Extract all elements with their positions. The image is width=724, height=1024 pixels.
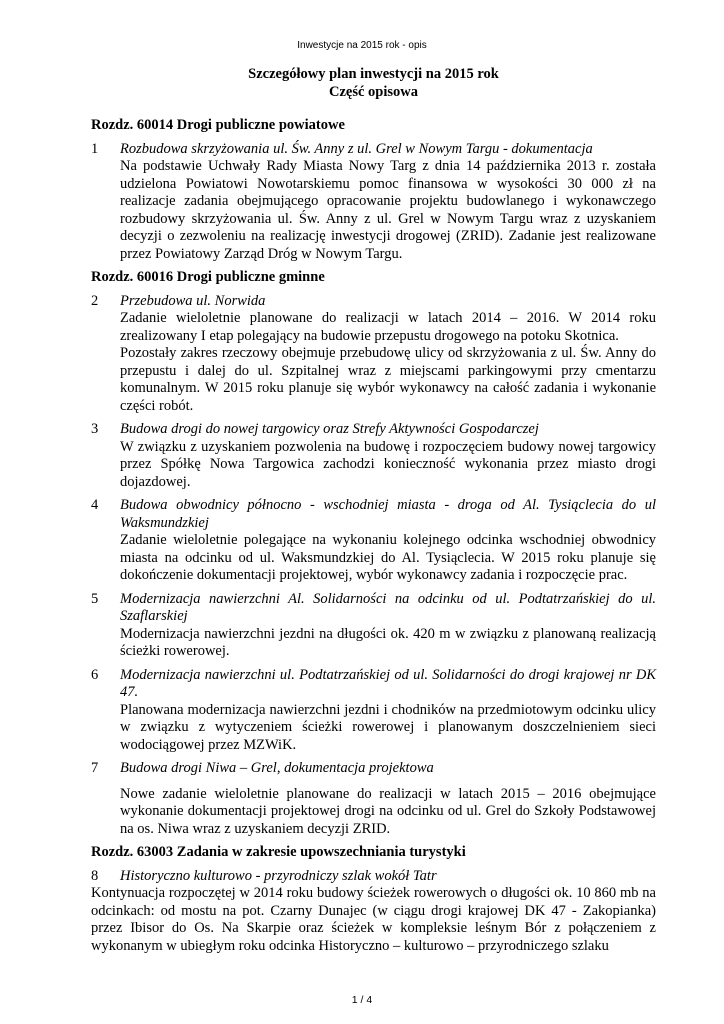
- list-item: [91, 868, 656, 886]
- item-paragraph: Nowe zadanie wieloletnie planowane do realizacji w latach 2015 – 2016 obejmujące wykonanie dokumentacji projektowej drogi na odcinku od ul. Grel do Szkoły Podstawowej na os. Niwa wraz z uzyskaniem decyzji ZRID.: [120, 785, 656, 837]
- list-item: [91, 141, 656, 264]
- item-number: 2: [91, 292, 99, 309]
- title-line-2: Część opisowa: [328, 83, 418, 100]
- item-number: 5: [91, 590, 99, 607]
- item-paragraph: Pozostały zakres rzeczowy obejmuje przebudowę ulicy od skrzyżowania z ul. Św. Anny do przepustu i dalej do ul. Szpitalnej wraz z miejscami parkingowymi przy cmentarzu komunalnym. W 2015 roku planuje się wybór wykonawcy na całość zadania i wykonanie części robót.: [120, 345, 656, 414]
- section-heading: Rozdz. 60016 Drogi publiczne gminne: [91, 269, 325, 285]
- item-number: 3: [91, 421, 99, 437]
- section-heading: Rozdz. 60014 Drogi publiczne powiatowe: [91, 117, 345, 133]
- item-paragraph: W związku z uzyskaniem pozwolenia na budowę i rozpoczęciem budowy nowej targowicy przez Spółkę Nowa Targowica zachodzi konieczność wykonania przez miasto drogi dojazdowej.: [120, 438, 656, 490]
- item-number: 6: [91, 666, 99, 683]
- item-paragraph: Modernizacja nawierzchni jezdni na długości ok. 420 m w związku z planowaną realizacją ścieżki rowerowej.: [120, 625, 656, 659]
- item-number: 7: [91, 760, 99, 776]
- item-title: Modernizacja nawierzchni ul. Podtatrzańskiej od ul. Solidarności do drogi krajowej nr DK 47.: [120, 666, 656, 700]
- page-number: 1 / 4: [351, 994, 373, 1006]
- title-line-1: Szczegółowy plan inwestycji na 2015 rok: [248, 66, 499, 82]
- item-title: Historyczno kulturowo - przyrodniczy szlak wokół Tatr: [120, 867, 437, 884]
- document-body: [91, 66, 656, 955]
- item-title: Budowa drogi do nowej targowicy oraz Strefy Aktywności Gospodarczej: [120, 421, 539, 437]
- section-heading: Rozdz. 63003 Zadania w zakresie upowszechniania turystyki: [91, 844, 466, 860]
- list-item: [91, 667, 656, 755]
- item-title: Budowa drogi Niwa – Grel, dokumentacja projektowa: [120, 760, 434, 776]
- item-number: 4: [91, 497, 99, 513]
- list-item: [91, 421, 656, 491]
- item-title: Rozbudowa skrzyżowania ul. Św. Anny z ul. Grel w Nowym Targu - dokumentacja: [120, 140, 593, 157]
- closing-paragraph: Kontynuacja rozpoczętej w 2014 roku budowy ścieżek rowerowych o długości ok. 10 860 mb na odcinkach: od mostu na pot. Czarny Dunajec (w ciągu drogi krajowej DK 47 - Zakopianka) przez Ibisor do Os. Na Skarpie oraz ścieżek w kompleksie leśnym Bór z połączeniem z wykonanym w ubiegłym roku odcinka Historyczno – kulturowo – przyrodniczego szlaku: [91, 885, 656, 954]
- item-paragraph: Zadanie wieloletnie polegające na wykonaniu kolejnego odcinka wschodniej obwodnicy miasta na odcinku od ul. Waksmundzkiej do Al. Tysiąclecia. W 2015 roku planuje się dokończenie dokumentacji projektowej, wybór wykonawcy zadania i rozpoczęcie prac.: [120, 532, 656, 583]
- list-item: [91, 760, 656, 838]
- list-item: [91, 293, 656, 416]
- list-item: [91, 497, 656, 585]
- item-title: Modernizacja nawierzchni Al. Solidarności na odcinku od ul. Podtatrzańskiej do ul. Szaflarskiej: [120, 590, 656, 624]
- item-number: 8: [91, 867, 99, 884]
- item-title: Przebudowa ul. Norwida: [120, 292, 266, 309]
- item-paragraph: Zadanie wieloletnie planowane do realizacji w latach 2014 – 2016. W 2014 roku zrealizowany I etap polegający na budowie przepustu drogowego na potoku Skotnica.: [120, 310, 656, 344]
- item-paragraph: Na podstawie Uchwały Rady Miasta Nowy Targ z dnia 14 października 2013 r. została udzielona Powiatowi Nowotarskiemu pomoc finansowa w wysokości 30 000 zł na realizacje zadania obejmującego opracowanie projektu budowlanego i wykonawczego rozbudowy skrzyżowania ul. Św. Anny z ul. Grel w Nowym Targu wraz z uzyskaniem decyzji o zezwoleniu na realizację inwestycji drogowej (ZRID). Zadanie jest realizowane przez Powiatowy Zarząd Dróg w Nowym Targu.: [120, 158, 656, 262]
- item-title: Budowa obwodnicy północno - wschodniej miasta - droga od Al. Tysiąclecia do ul Waksmundzkiej: [120, 497, 656, 531]
- item-paragraph: Planowana modernizacja nawierzchni jezdni i chodników na przedmiotowym odcinku ulicy w związku z wytyczeniem ścieżki rowerowej i planowanym doszczelnieniem sieci wodociągowej przez MZWiK.: [120, 701, 656, 753]
- item-number: 1: [91, 140, 99, 157]
- page-header: Inwestycje na 2015 rok - opis: [297, 40, 427, 51]
- list-item: [91, 591, 656, 661]
- document-title: [91, 66, 656, 101]
